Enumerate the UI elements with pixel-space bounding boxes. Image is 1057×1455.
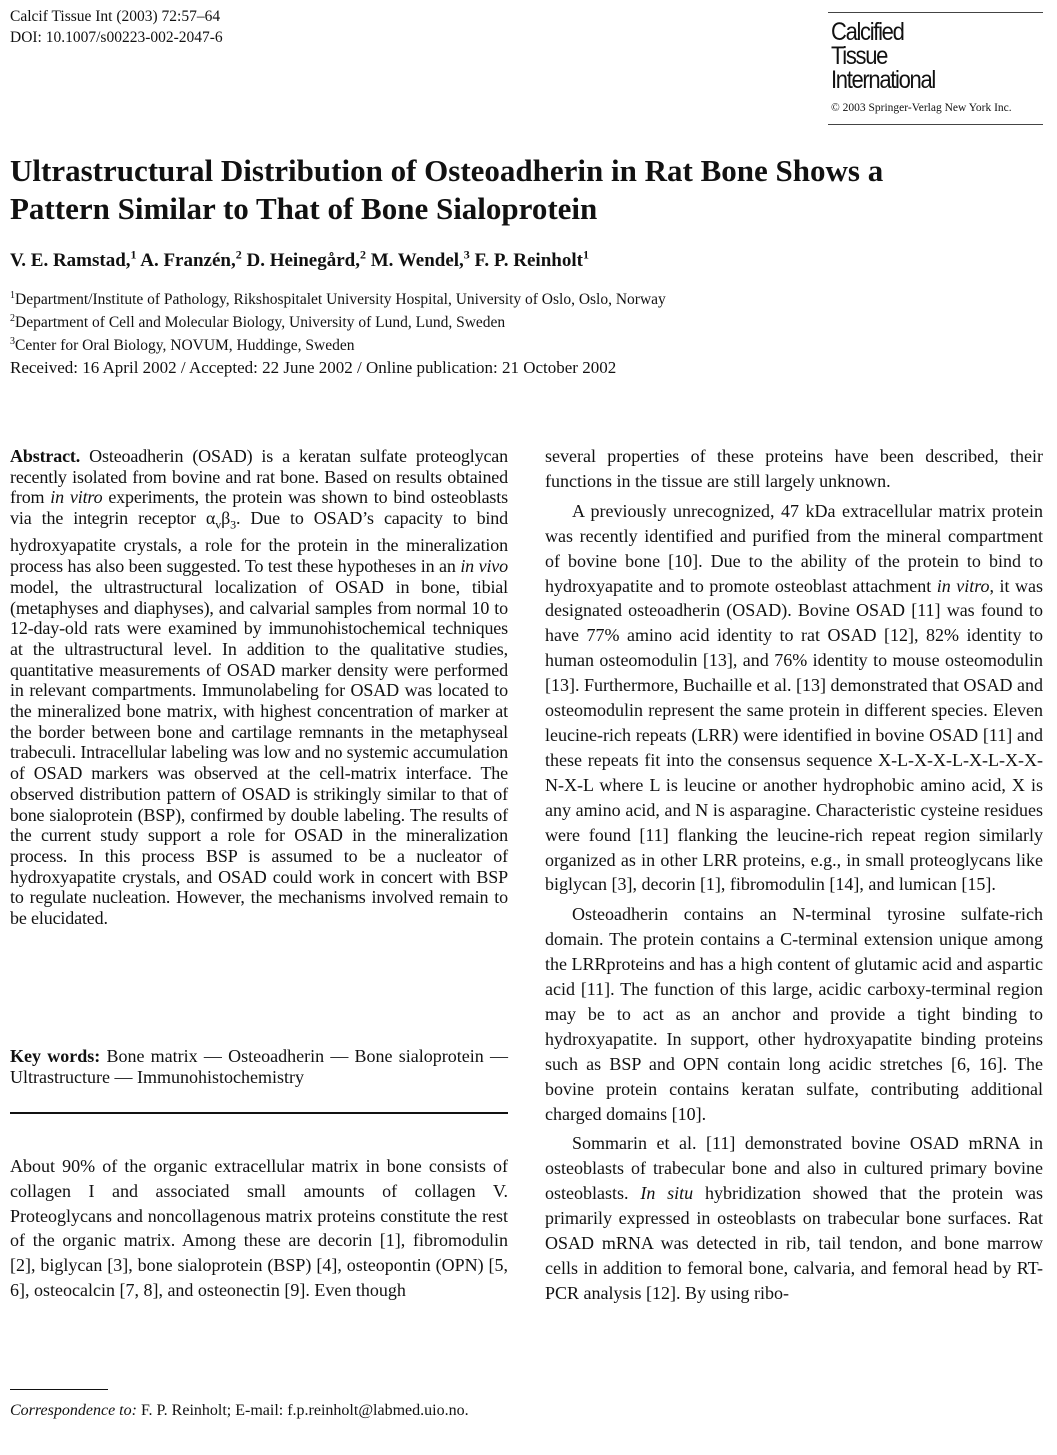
right-column-body xyxy=(545,444,1043,1306)
correspondence-footnote: Correspondence to: F. P. Reinholt; E-mail: f.p.reinholt@labmed.uio.no. xyxy=(10,1402,469,1419)
doi: DOI: 10.1007/s00223-002-2047-6 xyxy=(10,29,223,46)
affiliation: $^1$Department/Institute of Pathology, Rikshospitalet University Hospital, University of Oslo, Oslo, Norway xyxy=(10,290,666,309)
journal-logo xyxy=(831,20,935,92)
logo-line-3: International xyxy=(831,66,935,94)
copyright-notice: © 2003 Springer-Verlag New York Inc. xyxy=(831,102,1012,114)
author: F. P. Reinholt$^1$ xyxy=(474,248,589,272)
title-line-1: Ultrastructural Distribution of Osteoadherin in Rat Bone Shows a xyxy=(10,153,884,188)
abstract: Abstract. Osteoadherin (OSAD) is a keratan sulfate proteoglycan recently isolated from bovine and rat bone. Based on results obtained from in vitro experiments, the protein was shown to bind osteoblasts via the integrin receptor $\alpha_v\beta_3$. Due to OSAD’s capacity to bind hydroxyapatite crystals, a role for the protein in the mineralization process has also been suggested. To test these hypotheses in an in vivo model, the ultrastructural localization of OSAD in bone, tibial (metaphyses and diaphyses), and calvarial samples from normal 10 to 12-day-old rats were examined by immunohistochemical techniques at the ultrastructural level. In addition to the qualitative studies, quantitative measurements of OSAD marker density were performed in relevant compartments. Immunolabeling for OSAD was located to the mineralized bone matrix, with highest concentration of marker at the border between bone and cartilage remnants in the metaphyseal trabeculi. Intracellular labeling was low and no systemic accumulation of OSAD markers was observed at the cell-matrix interface. The observed distribution pattern of OSAD is strikingly similar to that of bone sialoprotein (BSP), confirmed by double labeling. The results of the current study support a role for OSAD in the mineralization process. In this process BSP is assumed to be a nucleator of hydroxyapatite crystals, and OSAD could work in concert with BSP to regulate nucleation. However, the mechanisms involved remain to be elucidated. xyxy=(10,446,508,929)
author-list xyxy=(10,248,589,272)
paragraph: Sommarin et al. [11] demonstrated bovine OSAD mRNA in osteoblasts of trabecular bone and also in cultured primary bovine osteoblasts. In situ hybridization showed that the protein was primarily expressed in osteoblasts on trabecular bone surfaces. Rat OSAD mRNA was detected in rib, tail tendon, and bone marrow cells in addition to femoral bone, calvaria, and femoral head by RT-PCR analysis [12]. By using ribo- xyxy=(545,1133,1043,1303)
footnote-rule xyxy=(10,1389,108,1390)
affiliations xyxy=(10,286,666,355)
logo-line-2: Tissue xyxy=(831,42,888,70)
abstract-label: Abstract. xyxy=(10,446,81,466)
title-line-2: Pattern Similar to That of Bone Sialoprotein xyxy=(10,191,598,226)
logo-rule-top xyxy=(828,12,1043,13)
affiliation: $^2$Department of Cell and Molecular Biology, University of Lund, Lund, Sweden xyxy=(10,313,506,332)
journal-citation: Calcif Tissue Int (2003) 72:57–64 xyxy=(10,8,221,25)
paragraph: Osteoadherin contains an N-terminal tyrosine sulfate-rich domain. The protein contains a C-terminal extension unique among the LRRproteins and has a high content of glutamic acid and aspartic acid [11]. The function of this large, acidic carboxy-terminal region may be to act as an anchor and provide a tight binding to hydroxyapatite. In support, other hydroxyapatite binding proteins such as BSP and OPN contain long acidic stretches [6, 16]. The bovine protein contains keratan sulfate, contributing additional charged domains [10]. xyxy=(545,904,1043,1124)
publication-dates: Received: 16 April 2002 / Accepted: 22 June 2002 / Online publication: 21 October 2002 xyxy=(10,358,617,377)
author: V. E. Ramstad,$^1$ xyxy=(10,248,137,272)
keywords-label: Key words: xyxy=(10,1046,101,1066)
logo-line-1: Calcified xyxy=(831,18,904,46)
author: D. Heinegård,$^2$ xyxy=(246,248,366,272)
section-divider xyxy=(10,1112,508,1114)
paragraph: A previously unrecognized, 47 kDa extracellular matrix protein was recently identified and purified from the mineral compartment of bovine bone [10]. Due to the ability of the protein to bind to hydroxyapatite and to promote osteoblast attachment in vitro, it was designated osteoadherin (OSAD). Bovine OSAD [11] was found to have 77% amino acid identity to rat OSAD [12], 82% identity to human osteomodulin [13], and 76% identity to mouse osteomodulin [13]. Furthermore, Buchaille et al. [13] demonstrated that OSAD and osteomodulin represent the same protein in different species. Eleven leucine-rich repeats (LRR) were identified in bovine OSAD [11] and these repeats fit into the consensus sequence X-L-X-X-L-X-L-X-X-N-X-L where L is leucine or another hydrophobic amino acid, X is any amino acid, and N is asparagine. Characteristic cysteine residues were found [11] flanking the leucine-rich repeat region similarly organized as in other LRR proteins, e.g., in small proteoglycans like biglycan [3], decorin [1], fibromodulin [14], and lumican [15]. xyxy=(545,500,1043,895)
logo-rule-bottom xyxy=(828,124,1043,125)
affiliation: $^3$Center for Oral Biology, NOVUM, Huddinge, Sweden xyxy=(10,336,355,355)
paragraph: several properties of these proteins have been described, their functions in the tissue are still largely unknown. xyxy=(545,446,1043,491)
citation-block xyxy=(10,6,223,48)
author: M. Wendel,$^3$ xyxy=(370,248,470,272)
keywords: Key words: Bone matrix — Osteoadherin — Bone sialoprotein — Ultrastructure — Immunohistochemistry xyxy=(10,1046,508,1087)
intro-paragraph: About 90% of the organic extracellular matrix in bone consists of collagen I and associated small amounts of collagen V. Proteoglycans and noncollagenous matrix proteins constitute the rest of the organic matrix. Among these are decorin [1], fibromodulin [2], biglycan [3], bone sialoprotein (BSP) [4], osteopontin (OPN) [5, 6], osteocalcin [7, 8], and osteonectin [9]. Even though xyxy=(10,1156,508,1300)
author: A. Franzén,$^2$ xyxy=(140,248,242,272)
article-title xyxy=(10,152,1010,228)
